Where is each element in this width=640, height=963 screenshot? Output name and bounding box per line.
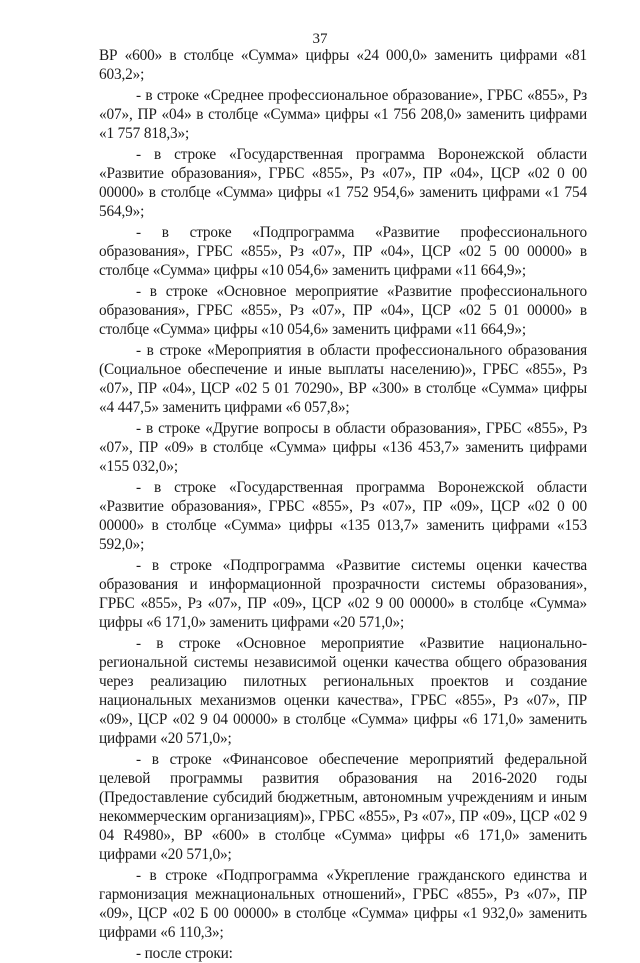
paragraph-item: - в строке «Основное мероприятие «Развитие национально-региональной системы независимой оценки качества общего образования через реализацию пилотных региональных проектов и создание национальных механизмов оценки качества», ГРБС «855», Рз «07», ПР «09», ЦСР «02 9 04 00000» в столбце «Сумма» цифры «6 171,0» заменить цифрами «20 571,0»;	[99, 635, 587, 747]
paragraph-item: - в строке «Подпрограмма «Развитие системы оценки качества образования и информационной прозрачности системы образования», ГРБС «855», Рз «07», ПР «09», ЦСР «02 9 00 00000» в столбце «Сумма» цифры «6 171,0» заменить цифрами «20 571,0»;	[99, 557, 587, 631]
paragraph-item: - в строке «Государственная программа Воронежской области «Развитие образования», ГРБС «855», Рз «07», ПР «09», ЦСР «02 0 00 00000» в столбце «Сумма» цифры «135 013,7» заменить цифрами «153 592,0»;	[99, 479, 587, 553]
document-body	[99, 46, 587, 963]
paragraph-item: - в строке «Подпрограмма «Развитие профессионального образования», ГРБС «855», Рз «07», ПР «04», ЦСР «02 5 00 00000» в столбце «Сумма» цифры «10 054,6» заменить цифрами «11 664,9»;	[99, 224, 587, 279]
paragraph-item: - в строке «Мероприятия в области профессионального образования (Социальное обеспечение и иные выплаты населению)», ГРБС «855», Рз «07», ПР «04», ЦСР «02 5 01 70290», ВР «300» в столбце «Сумма» цифры «4 447,5» заменить цифрами «6 057,8»;	[99, 342, 587, 416]
paragraph-item: - в строке «Среднее профессиональное образование», ГРБС «855», Рз «07», ПР «04» в столбце «Сумма» цифры «1 756 208,0» заменить цифрами «1 757 818,3»;	[99, 87, 587, 142]
paragraph-item: - в строке «Финансовое обеспечение мероприятий федеральной целевой программы развития образования на 2016-2020 годы (Предоставление субсидий бюджетным, автономным учреждениям и иным некоммерческим организациям)», ГРБС «855», Рз «07», ПР «09», ЦСР «02 9 04 R4980», ВР «600» в столбце «Сумма» цифры «6 171,0» заменить цифрами «20 571,0»;	[99, 751, 587, 863]
paragraph-continuation: ВР «600» в столбце «Сумма» цифры «24 000,0» заменить цифрами «81 603,2»;	[99, 47, 587, 83]
paragraph-item: - в строке «Государственная программа Воронежской области «Развитие образования», ГРБС «855», Рз «07», ПР «04», ЦСР «02 0 00 00000» в столбце «Сумма» цифры «1 752 954,6» заменить цифрами «1 754 564,9»;	[99, 146, 587, 220]
paragraph-item: - в строке «Основное мероприятие «Развитие профессионального образования», ГРБС «855», Рз «07», ПР «04», ЦСР «02 5 01 00000» в столбце «Сумма» цифры «10 054,6» заменить цифрами «11 664,9»;	[99, 283, 587, 338]
page-number: 37	[312, 31, 328, 47]
paragraph-item: - в строке «Другие вопросы в области образования», ГРБС «855», Рз «07», ПР «09» в столбце «Сумма» цифры «136 453,7» заменить цифрами «155 032,0»;	[99, 420, 587, 475]
paragraph-item: - после строки:	[136, 945, 233, 962]
paragraph-item: - в строке «Подпрограмма «Укрепление гражданского единства и гармонизация межнациональных отношений», ГРБС «855», Рз «07», ПР «09», ЦСР «02 Б 00 00000» в столбце «Сумма» цифры «1 932,0» заменить цифрами «6 110,3»;	[99, 867, 587, 941]
